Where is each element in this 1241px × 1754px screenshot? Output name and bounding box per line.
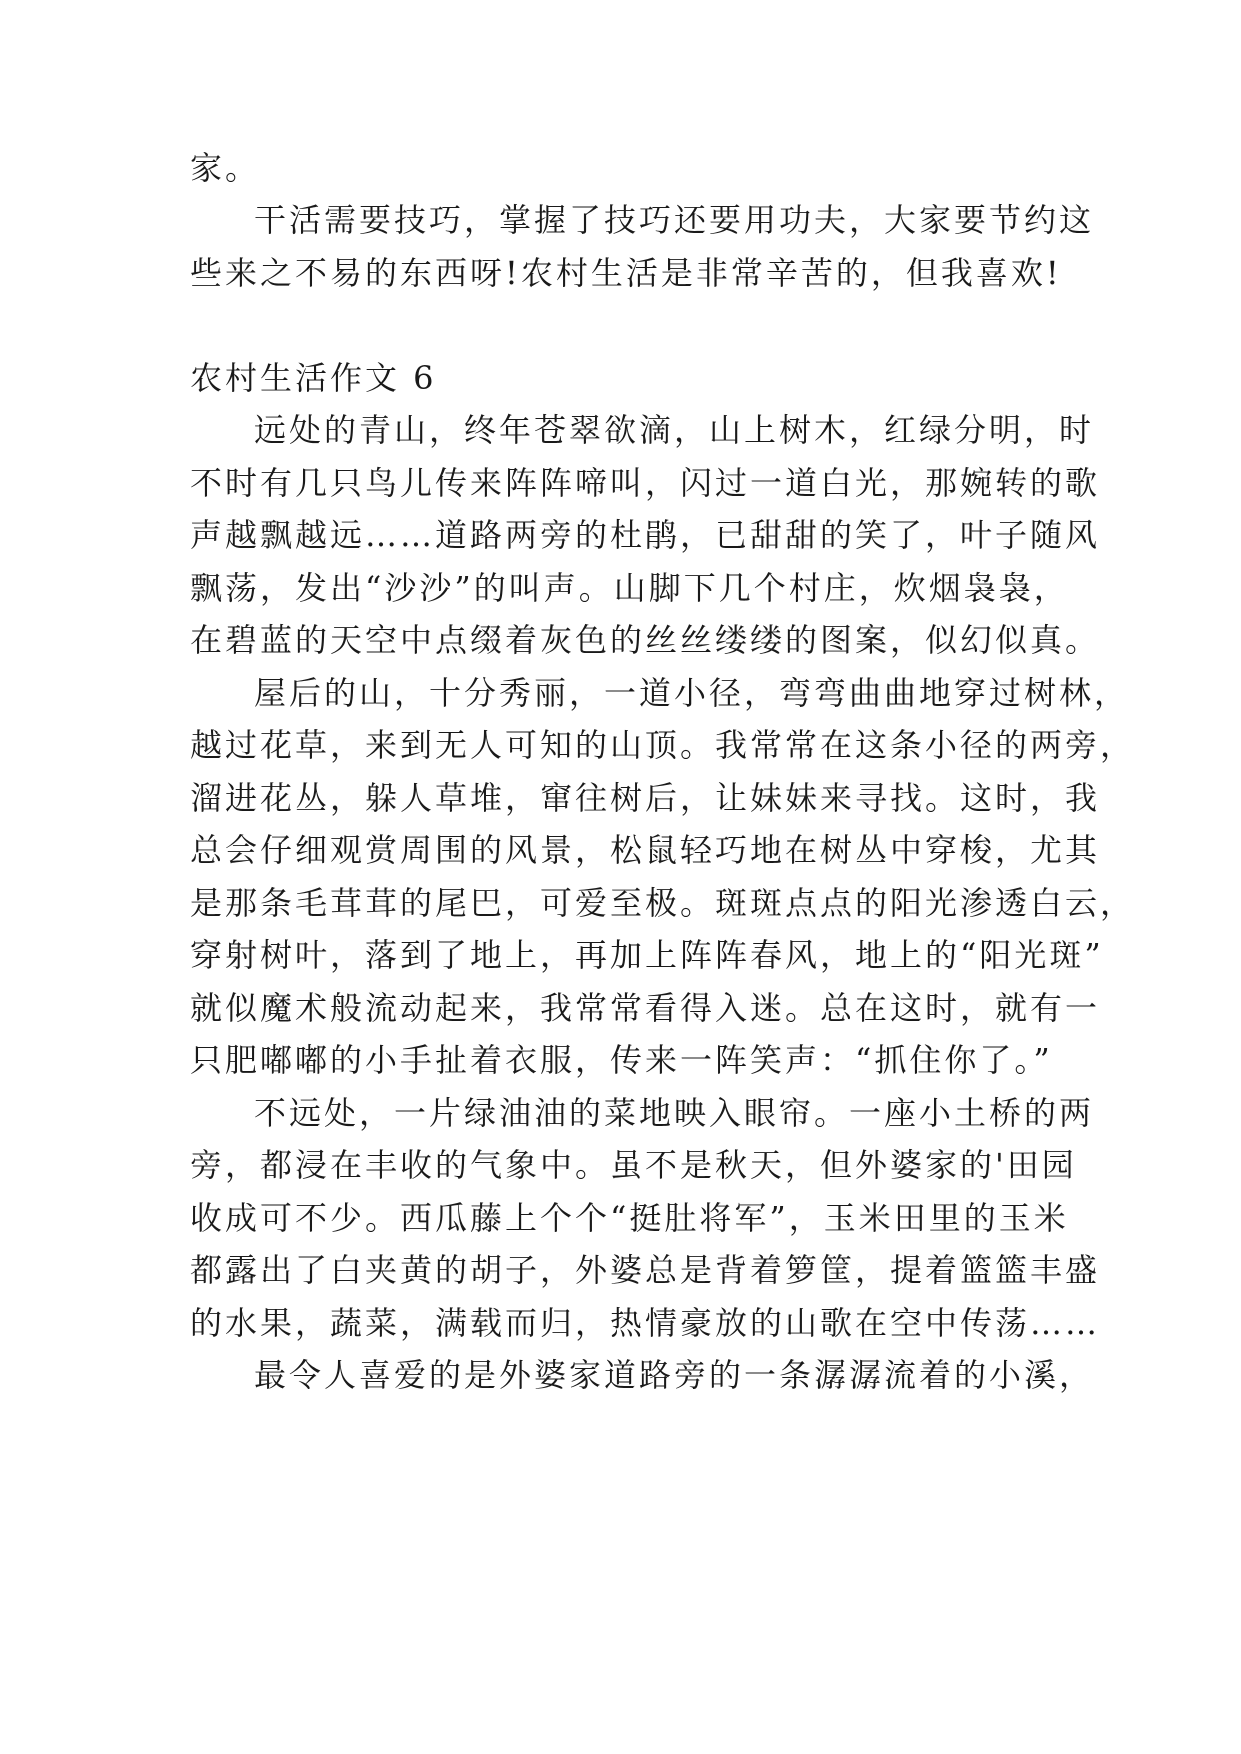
- text-line: 只肥嘟嘟的小手扯着衣服，传来一阵笑声：“抓住你了。”: [190, 1041, 1053, 1079]
- text-line: 旁，都浸在丰收的气象中。虽不是秋天，但外婆家的'田园: [190, 1146, 1077, 1184]
- paragraph-first-line: 干活需要技巧，掌握了技巧还要用功夫，大家要节约这: [254, 201, 1095, 239]
- text-line: 收成可不少。西瓜藤上个个“挺肚将军”，玉米田里的玉米: [190, 1199, 1069, 1237]
- text-line: 的水果，蔬菜，满载而归，热情豪放的山歌在空中传荡……: [190, 1304, 1101, 1342]
- text-line: 声越飘越远……道路两旁的杜鹃，已甜甜的笑了，叶子随风: [190, 516, 1101, 554]
- paragraph-first-line: 最令人喜爱的是外婆家道路旁的一条潺潺流着的小溪，: [254, 1356, 1095, 1394]
- paragraph-first-line: 屋后的山，十分秀丽，一道小径，弯弯曲曲地穿过树林，: [254, 674, 1130, 712]
- text-line: 些来之不易的东西呀!农村生活是非常辛苦的，但我喜欢!: [190, 254, 1062, 292]
- text-line: 不时有几只鸟儿传来阵阵啼叫，闪过一道白光，那婉转的歌: [190, 464, 1101, 502]
- text-line: 家。: [190, 149, 261, 187]
- text-line: 都露出了白夹黄的胡子，外婆总是背着箩筐，提着篮篮丰盛: [190, 1251, 1101, 1289]
- paragraph-first-line: 不远处，一片绿油油的菜地映入眼帘。一座小土桥的两: [254, 1094, 1095, 1132]
- text-line: 穿射树叶，落到了地上，再加上阵阵春风，地上的“阳光斑”: [190, 936, 1104, 974]
- text-line: 在碧蓝的天空中点缀着灰色的丝丝缕缕的图案，似幻似真。: [190, 621, 1101, 659]
- text-line: 溜进花丛，躲人草堆，窜往树后，让妹妹来寻找。这时，我: [190, 779, 1101, 817]
- text-line: 总会仔细观赏周围的风景，松鼠轻巧地在树丛中穿梭，尤其: [190, 831, 1101, 869]
- text-line: 飘荡，发出“沙沙”的叫声。山脚下几个村庄，炊烟袅袅，: [190, 569, 1069, 607]
- paragraph-first-line: 远处的青山，终年苍翠欲滴，山上树木，红绿分明，时: [254, 411, 1095, 449]
- section-heading: 农村生活作文 6: [190, 359, 437, 397]
- text-line: 越过花草，来到无人可知的山顶。我常常在这条小径的两旁，: [190, 726, 1136, 764]
- text-line: 就似魔术般流动起来，我常常看得入迷。总在这时，就有一: [190, 989, 1101, 1027]
- text-line: 是那条毛茸茸的尾巴，可爱至极。斑斑点点的阳光渗透白云，: [190, 884, 1136, 922]
